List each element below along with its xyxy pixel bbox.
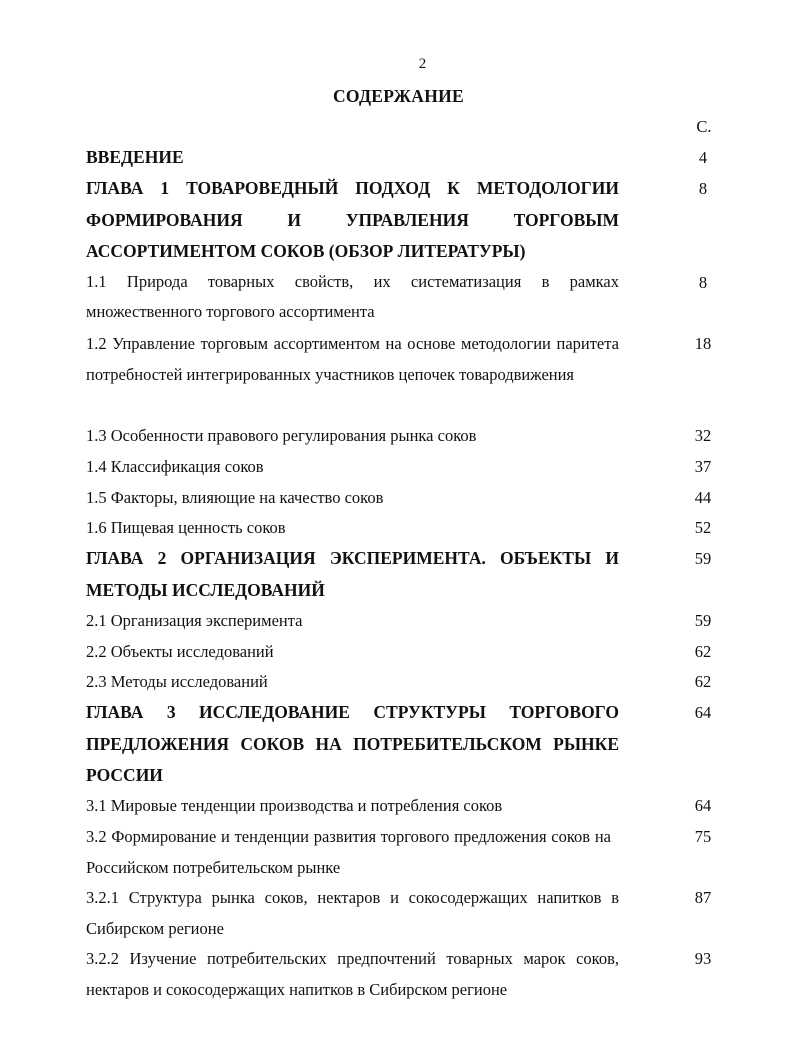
toc-entry-title: 2.2 Объекты исследований	[86, 642, 274, 661]
page-number: 2	[418, 56, 427, 72]
toc-entry-page: 93	[694, 949, 712, 968]
toc-entry-title: 3.2.1 Структура рынка соков, нектаров и сокосодержащих напитков в Сибирском регионе	[86, 888, 619, 938]
toc-entry-page: 8	[698, 179, 708, 198]
page-column-label: С.	[696, 117, 712, 136]
toc-entry-title: 1.5 Факторы, влияющие на качество соков	[86, 488, 384, 507]
toc-entry-title: 2.1 Организация эксперимента	[86, 611, 303, 630]
toc-entry-title: ГЛАВА 2 ОРГАНИЗАЦИЯ ЭКСПЕРИМЕНТА. ОБЪЕКТЫ И МЕТОДЫ ИССЛЕДОВАНИЙ	[86, 548, 619, 600]
toc-entry-title: 3.2.2 Изучение потребительских предпочтений товарных марок соков, нектаров и сокосодержащих напитков в Сибирском регионе	[86, 949, 619, 999]
toc-entry-page: 62	[694, 642, 712, 661]
toc-entry-page: 52	[694, 518, 712, 537]
toc-entry-page: 87	[694, 888, 712, 907]
toc-entry-title: ГЛАВА 1 ТОВАРОВЕДНЫЙ ПОДХОД К МЕТОДОЛОГИИ ФОРМИРОВАНИЯ И УПРАВЛЕНИЯ ТОРГОВЫМ АССОРТИМЕНТОМ СОКОВ (ОБЗОР ЛИТЕРАТУРЫ)	[86, 178, 619, 261]
toc-entry-title: 1.6 Пищевая ценность соков	[86, 518, 286, 537]
toc-entry-page: 62	[694, 672, 712, 691]
toc-entry-title: 3.1 Мировые тенденции производства и потребления соков	[86, 796, 503, 815]
toc-entry-page: 4	[698, 148, 708, 167]
toc-entry-page: 59	[694, 611, 712, 630]
toc-entry-title: 2.3 Методы исследований	[86, 672, 268, 691]
toc-entry-page: 37	[694, 457, 712, 476]
toc-entry-title: 1.4 Классификация соков	[86, 457, 264, 476]
toc-entry-title: 1.2 Управление торговым ассортиментом на основе методологии паритета потребностей интегрированных участников цепочек товародвижения	[86, 334, 619, 384]
toc-entry-page: 8	[698, 273, 708, 292]
toc-entry-title: 1.1 Природа товарных свойств, их систематизация в рамках множественного торгового ассортимента	[86, 272, 619, 321]
toc-entry-page: 32	[694, 426, 712, 445]
toc-entry-page: 64	[694, 703, 712, 722]
toc-entry-page: 64	[694, 796, 712, 815]
toc-entry-page: 75	[694, 827, 712, 846]
toc-entry-title: 1.3 Особенности правового регулирования рынка соков	[86, 426, 477, 445]
toc-entry-page: 44	[694, 488, 712, 507]
toc-entry-title: ГЛАВА 3 ИССЛЕДОВАНИЕ СТРУКТУРЫ ТОРГОВОГО ПРЕДЛОЖЕНИЯ СОКОВ НА ПОТРЕБИТЕЛЬСКОМ РЫНКЕ РОССИИ	[86, 702, 619, 785]
page-title: СОДЕРЖАНИЕ	[332, 86, 464, 106]
toc-entry-title: 3.2 Формирование и тенденции развития торгового предложения соков на Российском потребительском рынке	[86, 827, 611, 877]
toc-entry-title: ВВЕДЕНИЕ	[86, 147, 184, 167]
toc-entry-page: 18	[694, 334, 712, 353]
toc-entry-page: 59	[694, 549, 712, 568]
